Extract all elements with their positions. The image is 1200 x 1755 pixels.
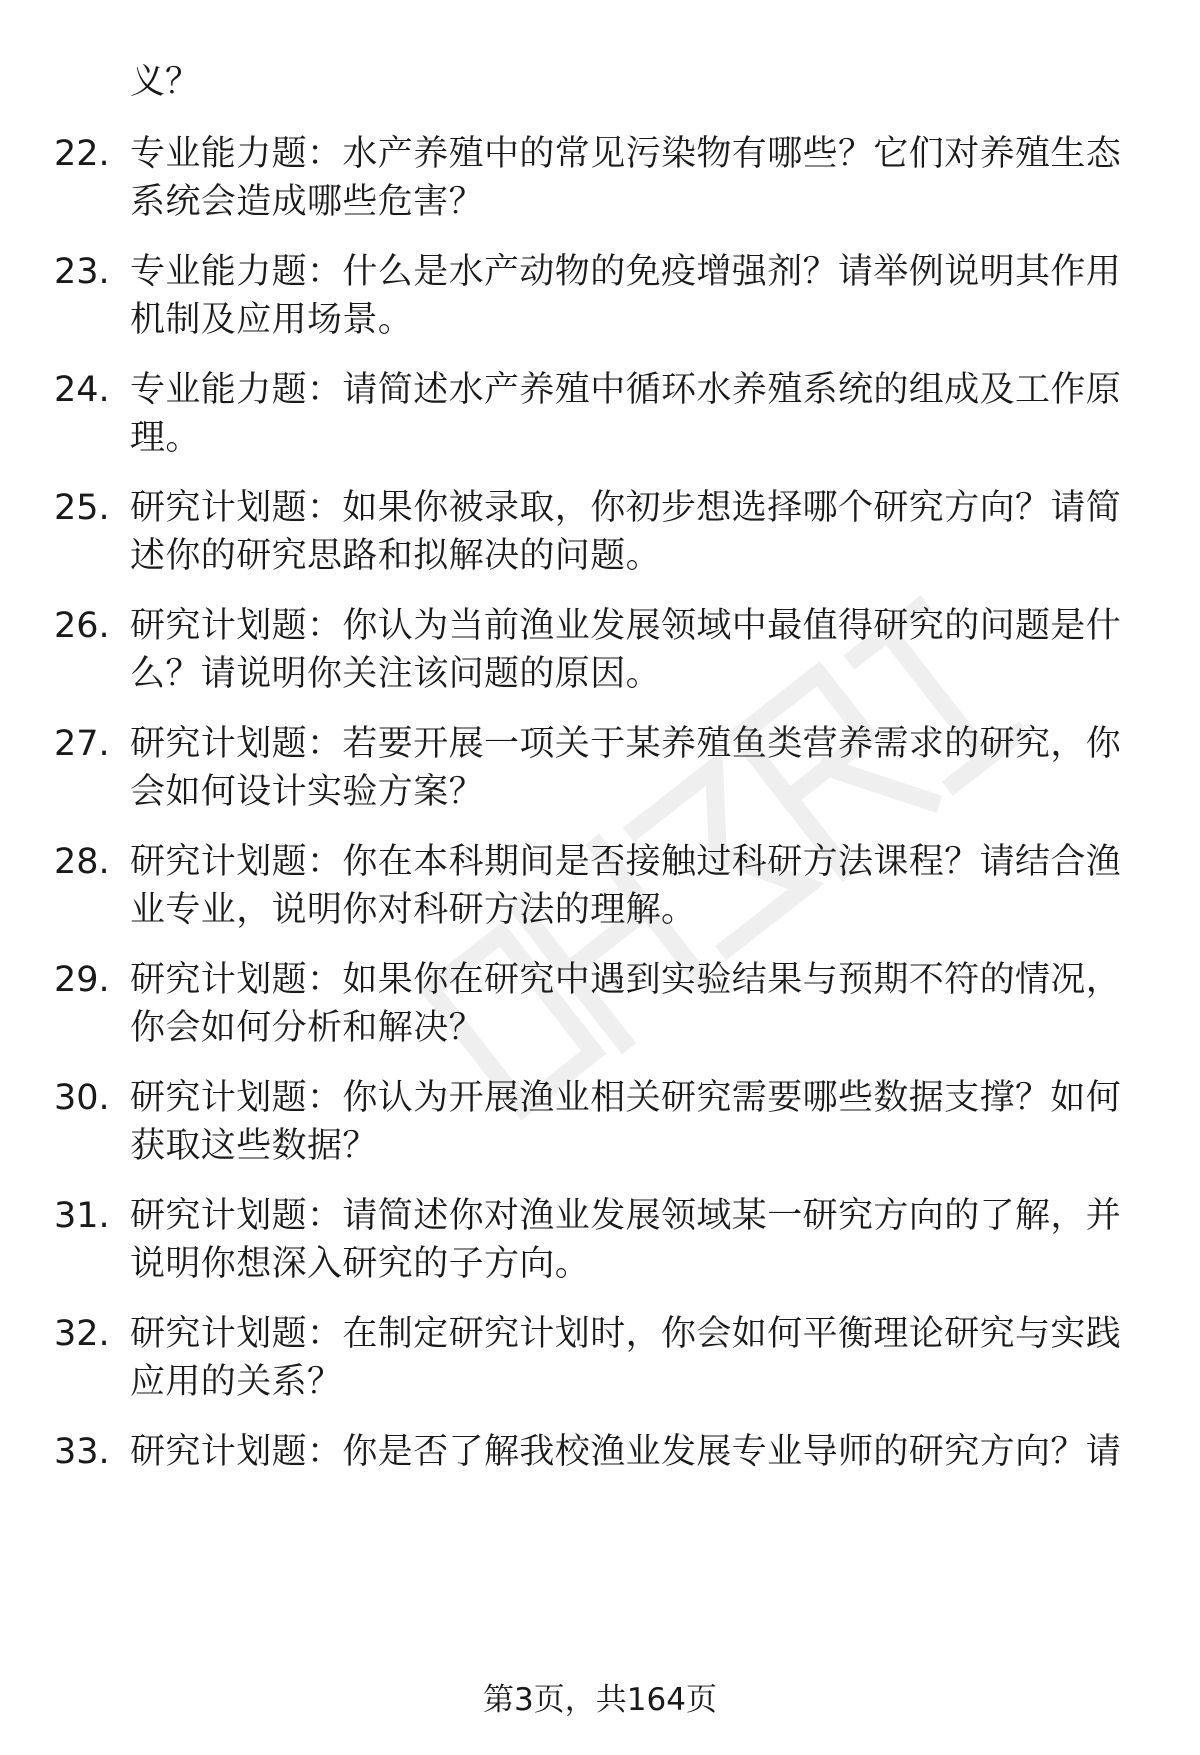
item-text xyxy=(130,1192,1140,1288)
item-number: 30. xyxy=(54,1078,110,1118)
item-text xyxy=(130,366,1140,462)
item-line: 研究计划题：你是否了解我校渔业发展专业导师的研究方向？请 xyxy=(130,1432,1122,1472)
item-line: 说明你想深入研究的子方向。 xyxy=(130,1244,591,1284)
item-line: 研究计划题：在制定研究计划时，你会如何平衡理论研究与实践 xyxy=(130,1314,1122,1354)
item-number: 26. xyxy=(54,606,110,646)
item-number: 27. xyxy=(54,724,110,764)
item-line: 专业能力题：水产养殖中的常见污染物有哪些？它们对养殖生态 xyxy=(130,134,1122,174)
item-number: 28. xyxy=(54,842,110,882)
item-number: 23. xyxy=(54,252,110,292)
item-number: 22. xyxy=(54,134,110,174)
item-line: 述你的研究思路和拟解决的问题。 xyxy=(130,536,662,576)
item-line: 你会如何分析和解决？ xyxy=(130,1008,485,1048)
item-number: 29. xyxy=(54,960,110,1000)
item-text xyxy=(130,602,1140,698)
item-line: 机制及应用场景。 xyxy=(130,300,414,340)
item-text xyxy=(130,838,1140,934)
item-number: 24. xyxy=(54,370,110,410)
item-text xyxy=(130,130,1140,226)
item-line: 研究计划题：如果你在研究中遇到实验结果与预期不符的情况， xyxy=(130,960,1122,1000)
item-line: 研究计划题：你认为开展渔业相关研究需要哪些数据支撑？如何 xyxy=(130,1078,1122,1118)
item-line: 专业能力题：什么是水产动物的免疫增强剂？请举例说明其作用 xyxy=(130,252,1122,292)
item-text xyxy=(130,1310,1140,1406)
item-number: 25. xyxy=(54,488,110,528)
item-line: 获取这些数据？ xyxy=(130,1126,378,1166)
item-text xyxy=(130,484,1140,580)
page-footer: 第3页，共164页 xyxy=(483,1682,717,1718)
item-line: 专业能力题：请简述水产养殖中循环水养殖系统的组成及工作原 xyxy=(130,370,1122,410)
item-line: 研究计划题：你认为当前渔业发展领域中最值得研究的问题是什 xyxy=(130,606,1122,646)
continued-text: 义？ xyxy=(130,62,201,102)
item-line: 研究计划题：请简述你对渔业发展领域某一研究方向的了解，并 xyxy=(130,1196,1122,1236)
item-line: 会如何设计实验方案？ xyxy=(130,772,485,812)
item-line: 研究计划题：你在本科期间是否接触过科研方法课程？请结合渔 xyxy=(130,842,1122,882)
item-text xyxy=(130,720,1140,816)
item-number: 31. xyxy=(54,1196,110,1236)
item-number: 33. xyxy=(54,1432,110,1472)
item-line: 理。 xyxy=(130,418,201,458)
item-line: 么？请说明你关注该问题的原因。 xyxy=(130,654,662,694)
item-number: 32. xyxy=(54,1314,110,1354)
item-line: 研究计划题：如果你被录取，你初步想选择哪个研究方向？请简 xyxy=(130,488,1122,528)
item-line: 应用的关系？ xyxy=(130,1362,343,1402)
item-text xyxy=(130,1074,1140,1170)
item-text xyxy=(130,248,1140,344)
item-text xyxy=(130,956,1140,1052)
item-line: 系统会造成哪些危害？ xyxy=(130,182,485,222)
item-line: 业专业，说明你对科研方法的理解。 xyxy=(130,890,697,930)
item-text xyxy=(130,1428,1140,1476)
item-line: 研究计划题：若要开展一项关于某养殖鱼类营养需求的研究，你 xyxy=(130,724,1122,764)
